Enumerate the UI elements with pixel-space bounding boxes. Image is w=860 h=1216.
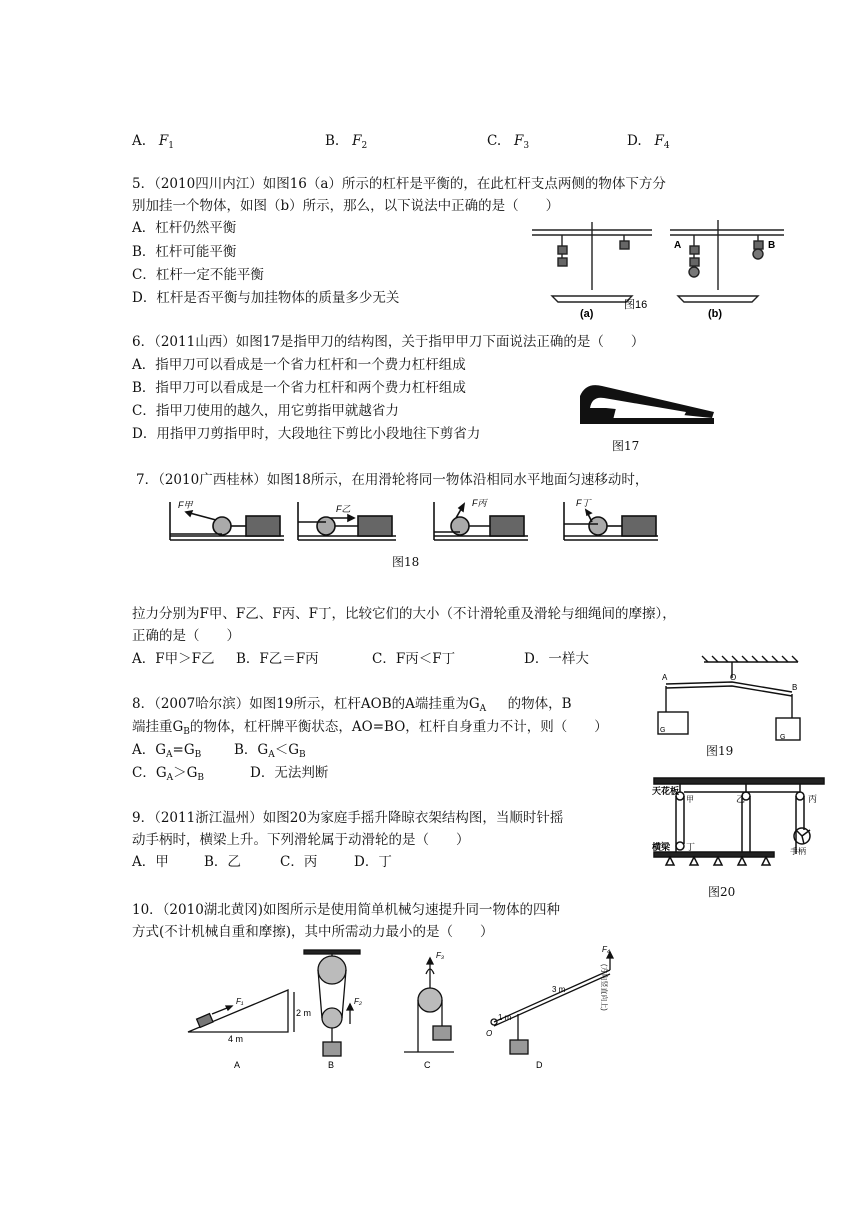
q5-option-a: A．杠杆仍然平衡: [132, 220, 237, 236]
q8-stem-line1: 8．（2007哈尔滨）如图19所示，杠杆AOB的A端挂重为$G_A$ 的物体，B: [132, 696, 572, 714]
q7-stem-line3: 正确的是（ ）: [132, 628, 240, 644]
q10-label-2m: 2 m: [296, 1008, 312, 1018]
q10-stem-line2: 方式(不计机械自重和摩擦)，其中所需动力最小的是（ ）: [132, 924, 494, 940]
q9-stem-line2: 动手柄时，横梁上升。下列滑轮属于动滑轮的是（ ）: [132, 832, 470, 848]
figure-q10-machines: [178, 946, 616, 1072]
q5-option-c: C．杠杆一定不能平衡: [132, 267, 264, 283]
q10-label-1m: 1 m: [498, 1013, 512, 1022]
fig17-caption: 图17: [612, 439, 640, 453]
q9-option-c: C．丙: [280, 854, 318, 870]
fig16-label-A: A: [674, 240, 682, 251]
fig20-label-handle: 手柄: [790, 847, 806, 856]
fig16-label-B: B: [768, 240, 776, 251]
fig20-label-beam: 横梁: [652, 842, 671, 852]
fig19-caption: 图19: [706, 744, 734, 758]
q5-option-d: D．杠杆是否平衡与加挂物体的质量多少无关: [132, 290, 400, 306]
q5-option-b: B．杠杆可能平衡: [132, 244, 237, 260]
fig20-label-yi: 乙: [736, 794, 746, 804]
figure-20-clothes-rack: [650, 774, 830, 880]
q8-option-b: B．$G_A<G_B$: [234, 742, 306, 760]
q8-option-c: C．$G_A>G_B$: [132, 765, 205, 783]
figure-18-pulleys: [164, 494, 666, 546]
q10-label-O: O: [486, 1029, 493, 1038]
fig20-label-jia: 甲: [686, 795, 694, 804]
figure-19-lever: [652, 652, 812, 744]
q4-option-d: D. $F_4$: [627, 133, 670, 151]
fig19-label-A: A: [662, 673, 668, 682]
q10-label-F3: F₃: [436, 951, 445, 960]
q9-option-b: B．乙: [204, 854, 241, 870]
q7-option-d: D．一样大: [524, 651, 589, 667]
q10-label-3m: 3 m: [552, 985, 566, 994]
q6-option-d: D．用指甲刀剪指甲时，大段地往下剪比小段地往下剪省力: [132, 426, 481, 442]
fig20-label-ding: 丁: [686, 842, 696, 852]
q6-option-a: A．指甲刀可以看成是一个省力杠杆和一个费力杠杆组成: [132, 357, 466, 373]
q8-option-a: A．$G_A=G_B$: [132, 742, 202, 760]
fig16-label-a: (a): [580, 308, 594, 320]
q10-label-F1: F₁: [236, 997, 244, 1006]
fig19-label-B: B: [792, 683, 798, 692]
label-f-jia: F甲: [178, 500, 193, 510]
q10-label-4m: 4 m: [228, 1034, 244, 1044]
label-f-bing: F丙: [472, 498, 487, 508]
q7-option-b: B．F乙＝F丙: [236, 651, 319, 667]
figure-16: [528, 216, 790, 322]
q10-label-A: A: [234, 1060, 241, 1070]
q10-label-B: B: [328, 1060, 335, 1070]
fig18-caption: 图18: [392, 555, 420, 569]
q6-stem: 6．（2011山西）如图17是指甲刀的结构图，关于指甲甲刀下面说法正确的是（ ）: [132, 334, 645, 350]
q10-label-F4: F₄: [602, 946, 611, 954]
q6-option-b: B．指甲刀可以看成是一个省力杠杆和两个费力杠杆组成: [132, 380, 466, 396]
lever-b: [670, 220, 784, 302]
q5-stem-line2: 别加挂一个物体，如图（b）所示，那么，以下说法中正确的是（ ）: [132, 198, 560, 214]
fig19-label-G1: G: [660, 727, 666, 734]
q8-option-d: D．无法判断: [250, 765, 329, 781]
q10-f4-direction-note: (方向竖直向上): [600, 964, 607, 1011]
q9-option-a: A．甲: [132, 854, 169, 870]
fig19-label-G2: G: [780, 734, 786, 741]
fig20-label-ceiling: 天花板: [652, 786, 680, 796]
q6-option-c: C．指甲刀使用的越久，用它剪指甲就越省力: [132, 403, 399, 419]
q8-stem-line2: 端挂重$G_B$的物体，杠杆牌平衡状态，AO=BO，杠杆自身重力不计，则（ ）: [132, 719, 608, 737]
lever-a: [532, 222, 652, 302]
figure-17-nail-clipper: [576, 378, 718, 428]
q10-label-D: D: [536, 1060, 543, 1070]
q4-option-c: C. $F_3$: [487, 133, 530, 151]
q10-label-C: C: [424, 1060, 431, 1070]
fig20-caption: 图20: [708, 885, 736, 899]
q7-option-c: C．F丙＜F丁: [372, 651, 456, 667]
q7-stem-line1: 7．（2010广西桂林）如图18所示，在用滑轮将同一物体沿相同水平地面匀速移动时，: [136, 472, 649, 488]
fig16-caption: 图16: [624, 299, 648, 311]
q7-option-a: A．F甲＞F乙: [132, 651, 215, 667]
fig16-label-b: (b): [708, 308, 723, 320]
q9-stem-line1: 9．（2011浙江温州）如图20为家庭手摇升降晾衣架结构图，当顺时针摇: [132, 810, 564, 826]
label-f-ding: F丁: [576, 498, 591, 508]
q4-option-a: A. $F_1$: [132, 133, 175, 151]
fig20-label-bing: 丙: [808, 794, 818, 804]
q5-stem-line1: 5．（2010四川内江）如图16（a）所示的杠杆是平衡的，在此杠杆支点两侧的物体下方分: [132, 176, 666, 192]
q9-option-d: D．丁: [354, 854, 392, 870]
q4-option-b: B. $F_2$: [325, 133, 368, 151]
q7-stem-line2: 拉力分别为F甲、F乙、F丙、F丁，比较它们的大小（不计滑轮重及滑轮与细绳间的摩擦），: [132, 606, 676, 622]
fig19-label-O: O: [730, 673, 737, 682]
q10-label-F2: F₂: [354, 997, 362, 1006]
label-f-yi: F乙: [336, 504, 351, 514]
q10-stem-line1: 10．（2010湖北黄冈)如图所示是使用简单机械匀速提升同一物体的四种: [132, 902, 561, 918]
